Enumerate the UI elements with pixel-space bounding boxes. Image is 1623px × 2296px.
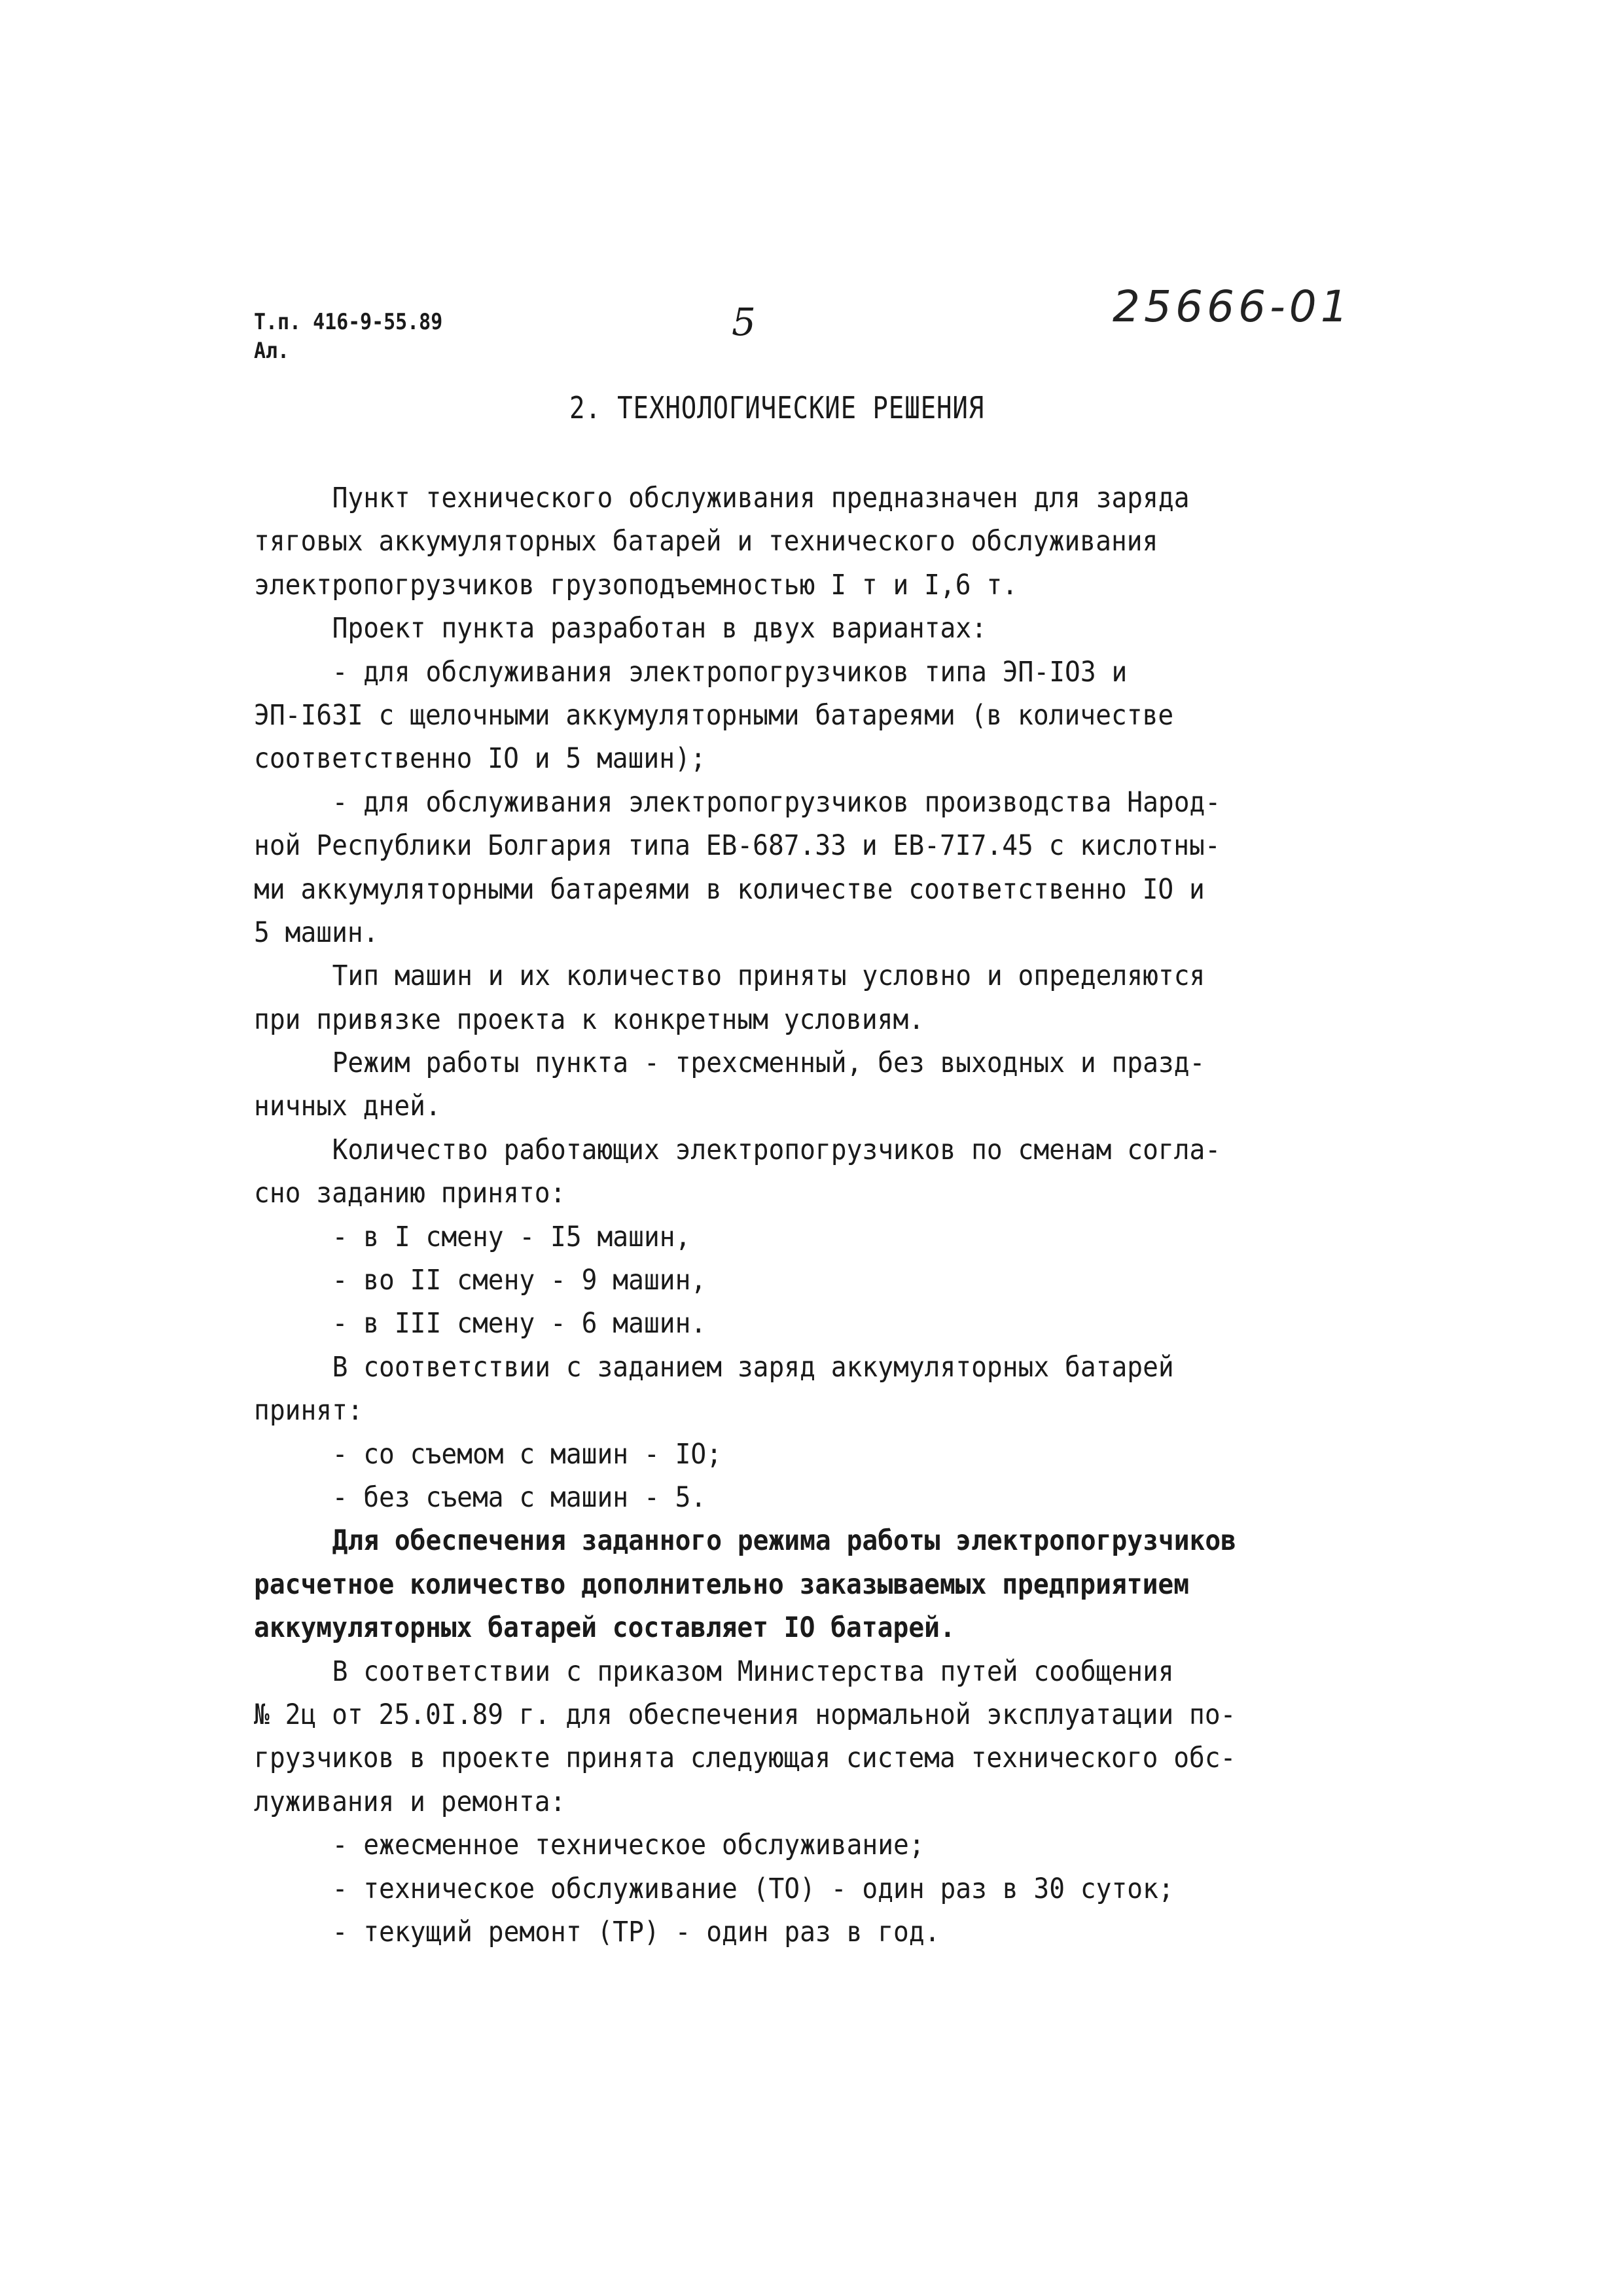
text-line: В соответствии с приказом Министерства путей сообщения [332,1655,1174,1688]
text-line: тяговых аккумуляторных батарей и технического обслуживания [254,525,1158,558]
text-line: ми аккумуляторными батареями в количестве соответственно IO и [254,872,1205,906]
text-line: ничных дней. [254,1090,441,1123]
list-item: - без съема с машин - 5. [332,1480,707,1514]
text-line: В соответствии с заданием заряд аккумуляторных батарей [332,1350,1174,1384]
text-line: Проект пункта разработан в двух вариантах: [332,612,987,645]
list-item: - для обслуживания электропогрузчиков производства Народ- [332,785,1221,819]
text-line: Количество работающих электропогрузчиков по сменам согла- [332,1133,1221,1166]
list-item: - в I смену - I5 машин, [332,1220,691,1253]
list-item: - техническое обслуживание (ТО) - один раз в 30 суток; [332,1872,1174,1905]
body-text [254,476,1380,1954]
text-line: № 2ц от 25.0I.89 г. для обеспечения нормальной эксплуатации по- [254,1698,1236,1731]
drawing-reference-code: Т.п. 416-9-55.89 [254,309,443,335]
list-item: - во II смену - 9 машин, [332,1264,707,1297]
text-line: Для обеспечения заданного режима работы электропогрузчиков [332,1524,1236,1558]
text-line: соответственно IO и 5 машин); [254,742,706,776]
text-line: грузчиков в проекте принята следующая система технического обс- [254,1742,1236,1775]
list-item: - для обслуживания электропогрузчиков типа ЭП-IO3 и [332,655,1128,689]
text-line: расчетное количество дополнительно заказываемых предприятием [254,1568,1190,1601]
text-line: луживания и ремонта: [254,1785,566,1818]
drawing-reference-album: Ал. [254,338,290,364]
page-number: 5 [732,300,756,344]
text-line: ЭП-I63I с щелочными аккумуляторными батареями (в количестве [254,698,1174,732]
section-title: 2. ТЕХНОЛОГИЧЕСКИЕ РЕШЕНИЯ [569,390,985,425]
list-item: - со съемом с машин - IO; [332,1437,722,1471]
text-line: Пункт технического обслуживания предназначен для заряда [332,482,1190,514]
text-line: электропогрузчиков грузоподъемностью I т и I,6 т. [254,568,1018,601]
list-item: - текущий ремонт (ТР) - один раз в год. [332,1915,940,1948]
text-line: сно заданию принято: [254,1177,566,1210]
list-item: - в III смену - 6 машин. [332,1307,707,1340]
handwritten-document-number: 25666-01 [1113,281,1352,332]
text-line: при привязке проекта к конкретным условиям. [254,1003,925,1036]
text-line: ной Республики Болгария типа ЕВ-687.33 и ЕВ-7I7.45 с кислотны- [254,829,1221,863]
text-line: Тип машин и их количество приняты условно и определяются [332,960,1205,993]
text-line: аккумуляторных батарей составляет IO батарей. [254,1611,955,1645]
text-line: 5 машин. [254,916,379,949]
text-line: Режим работы пункта - трехсменный, без выходных и празд- [332,1047,1205,1080]
text-line: принят: [254,1394,363,1427]
drawing-reference [254,308,442,365]
list-item: - ежесменное техническое обслуживание; [332,1829,925,1862]
